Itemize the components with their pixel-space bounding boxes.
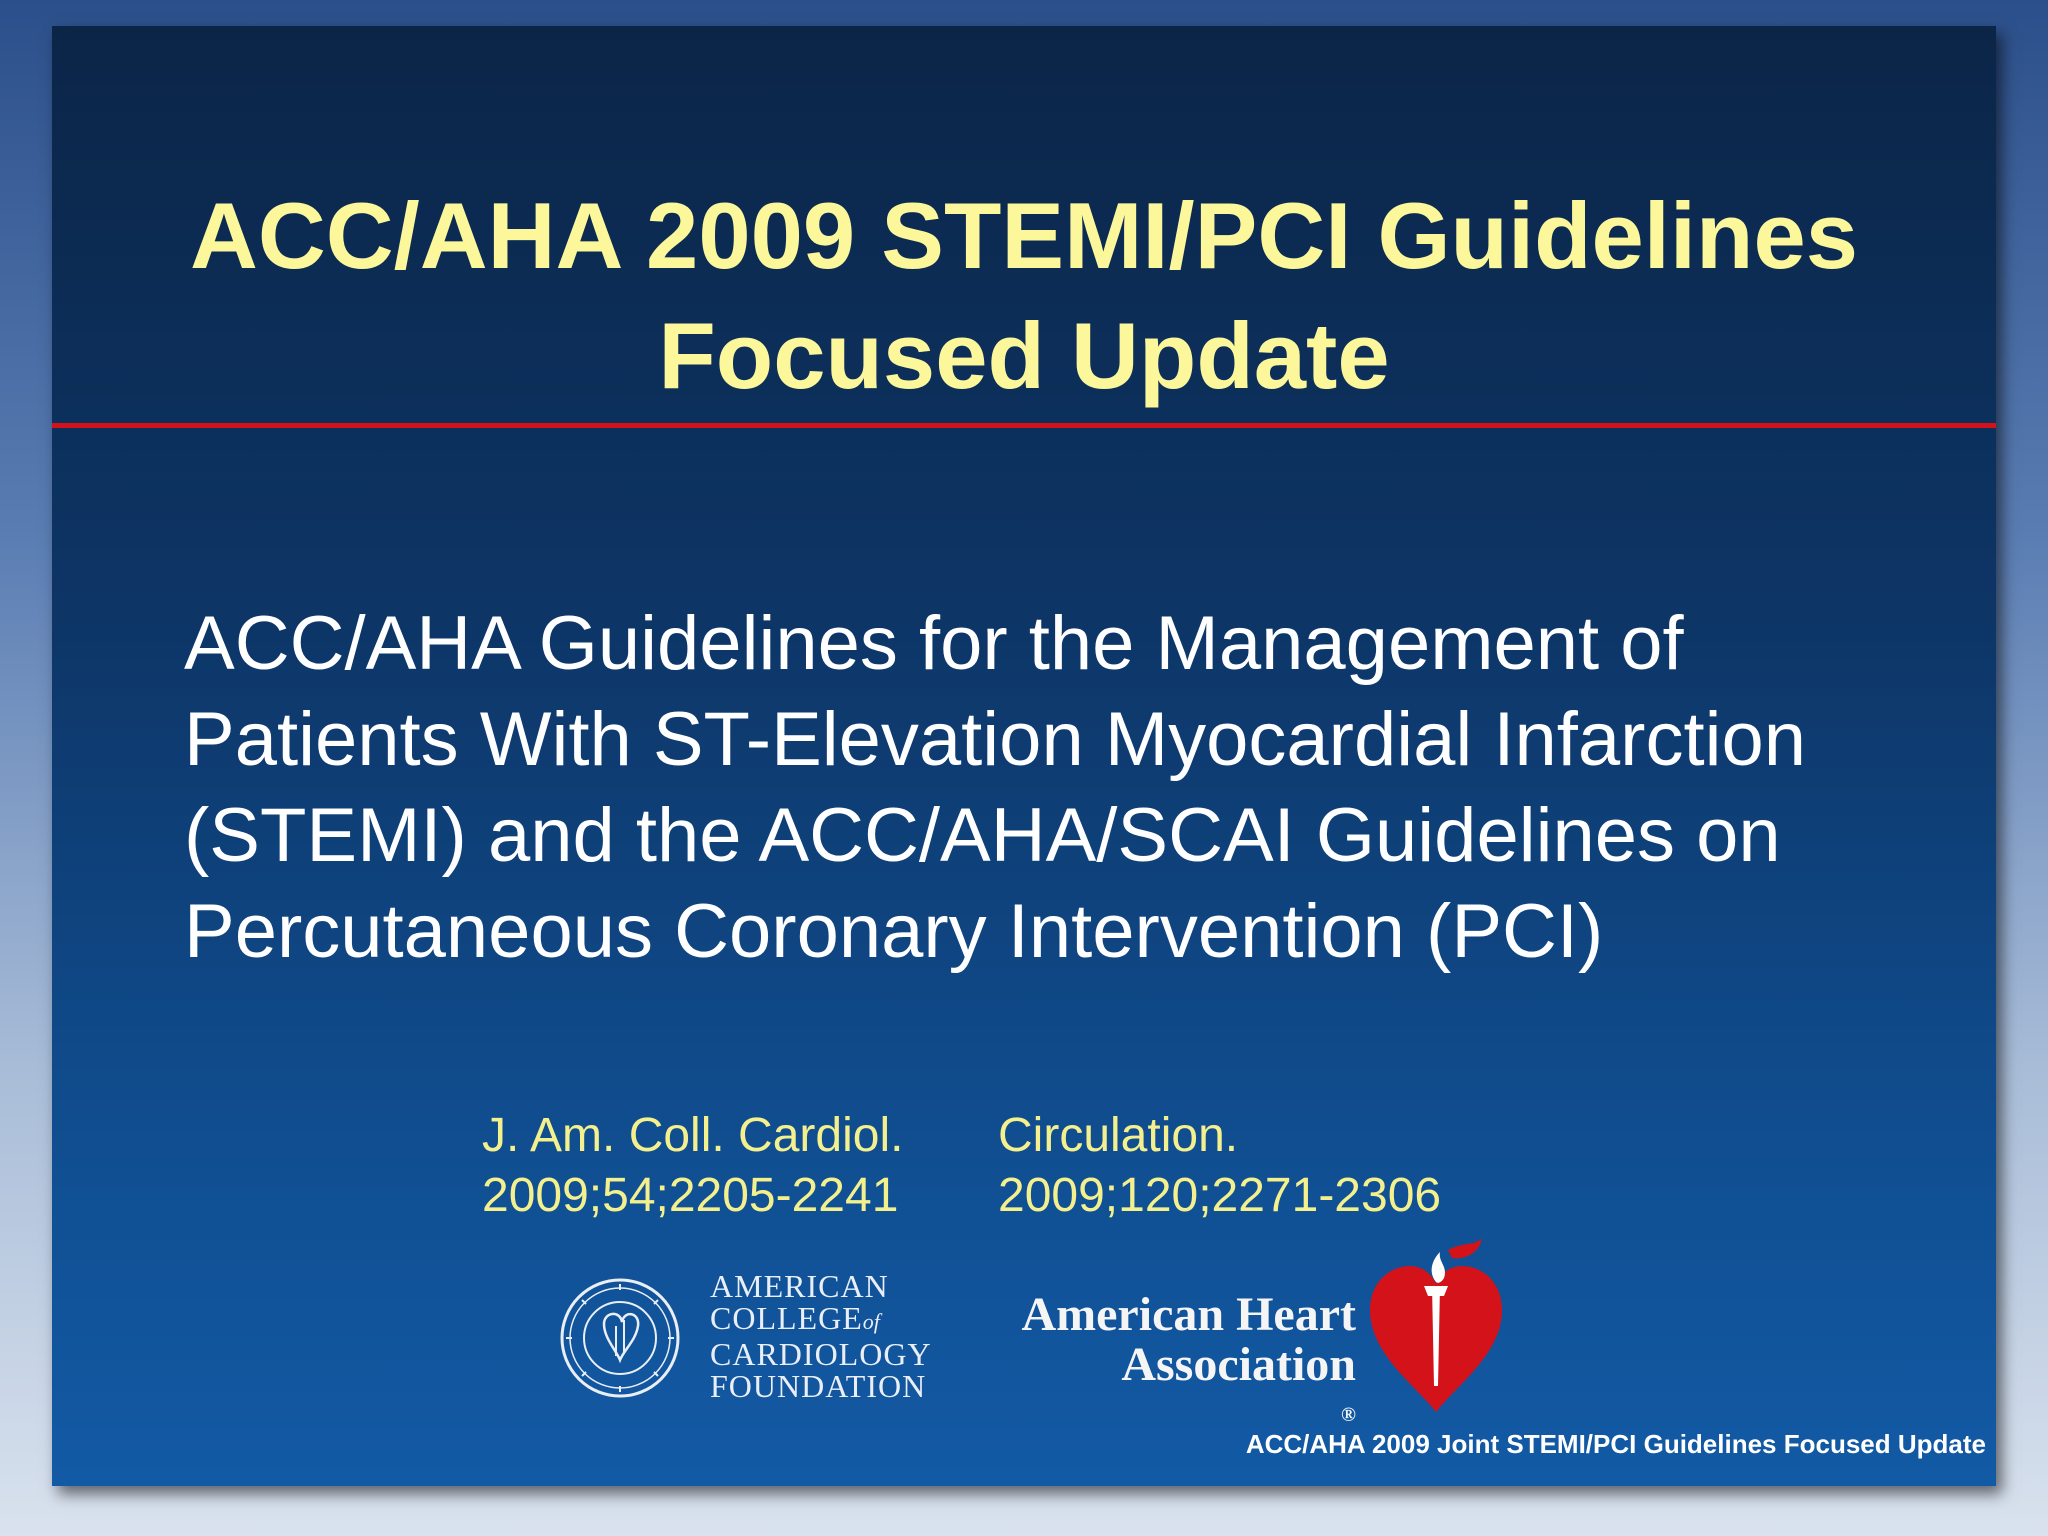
title-divider xyxy=(52,423,1996,428)
aha-association: Association xyxy=(1121,1338,1356,1391)
aha-logo xyxy=(996,1236,1556,1426)
accf-logo xyxy=(558,1268,978,1428)
slide-title xyxy=(52,176,1996,416)
slide-title-line: ACC/AHA 2009 STEMI/PCI Guidelines xyxy=(190,183,1858,288)
aha-wordmark xyxy=(996,1290,1356,1440)
aha-line: American Heart xyxy=(1021,1288,1356,1341)
footer-caption: ACC/AHA 2009 Joint STEMI/PCI Guidelines Focused Update xyxy=(1245,1429,1986,1459)
slide xyxy=(52,26,1996,1486)
slide-body xyxy=(184,596,1944,980)
body-line: (STEMI) and the ACC/AHA/SCAI Guidelines on xyxy=(184,793,1781,878)
citation-journal: J. Am. Coll. Cardiol. xyxy=(482,1109,904,1162)
slide-title-line: Focused Update xyxy=(658,303,1390,408)
accf-line: AMERICAN xyxy=(710,1268,889,1304)
body-line: ACC/AHA Guidelines for the Management of xyxy=(184,601,1684,686)
body-line: Patients With ST-Elevation Myocardial Infarction xyxy=(184,697,1807,782)
registered-mark: ® xyxy=(1341,1404,1356,1426)
accf-line: CARDIOLOGY xyxy=(710,1336,932,1372)
accf-of: of xyxy=(862,1309,880,1334)
citation-journal: Circulation. xyxy=(998,1109,1239,1162)
accf-wordmark xyxy=(710,1270,932,1402)
accf-seal-icon xyxy=(558,1276,682,1400)
heart-torch-icon xyxy=(1366,1236,1506,1416)
citation-reference: 2009;54;2205-2241 xyxy=(482,1169,899,1222)
body-line: Percutaneous Coronary Intervention (PCI) xyxy=(184,889,1604,974)
accf-college: COLLEGE xyxy=(710,1300,863,1336)
accf-line: FOUNDATION xyxy=(710,1368,927,1404)
citation-circulation xyxy=(998,1106,1441,1226)
aha-line xyxy=(996,1340,1356,1440)
accf-line xyxy=(710,1302,932,1338)
citation-reference: 2009;120;2271-2306 xyxy=(998,1169,1442,1222)
citation-jacc xyxy=(482,1106,903,1226)
